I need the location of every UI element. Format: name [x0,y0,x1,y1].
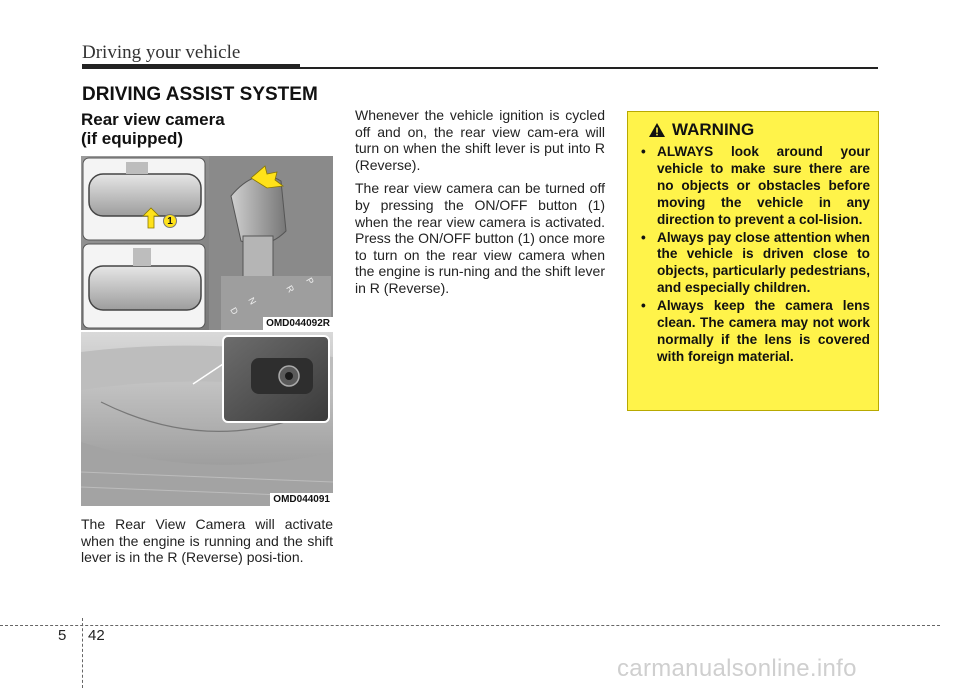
column-1-heading [81,110,333,148]
mirror-shift-illustration [81,156,333,330]
header-rule [300,67,878,69]
warning-triangle-icon [648,122,666,138]
warning-item [636,298,870,366]
figure-rear-camera [81,332,333,506]
warning-item-text: ALWAYS look around your vehicle to make sure there are no objects or obstacles before moving the vehicle in any direction to prevent a col-lision. [657,144,870,227]
warning-title: WARNING [672,120,755,139]
subheading-line-2: (if equipped) [81,129,183,148]
bullet: • [641,144,646,159]
header-bar [82,64,300,69]
column-1-body: The Rear View Camera will activate when the engine is running and the shift lever is in the R (Reverse) posi-tion. [81,516,333,566]
warning-item-text: Always pay close attention when the vehicle is driven close to objects, particularly pedestrians, and especially children. [657,229,870,296]
figure-1-code: OMD044092R [263,317,333,330]
warning-item [636,144,870,229]
footer-divider [82,618,83,688]
callout-number: 1 [163,214,177,228]
bullet: • [641,229,646,245]
page-number: 42 [88,627,105,644]
warning-header [648,120,870,140]
gear-label-p: P [304,275,316,287]
gear-label-r: R [284,283,297,295]
paragraph-ignition: Whenever the vehicle ignition is cycled off and on, the rear view cam-era will turn on when the shift lever is put into R (Reverse). [355,107,605,173]
warning-item-text: Always keep the camera lens clean. The camera may not work normally if the lens is covered with foreign material. [657,298,870,364]
bullet: • [641,298,646,314]
warning-box [627,111,879,411]
watermark: carmanualsonline.info [617,655,857,682]
figure-mirror-shift-lever [81,156,333,330]
column-2 [355,107,605,304]
section-title: DRIVING ASSIST SYSTEM [82,84,318,105]
gear-label-d: D [228,305,241,317]
chapter-number: 5 [58,627,67,644]
warning-list [636,144,870,366]
figure-2-code: OMD044091 [270,493,333,506]
footer-rule [0,625,940,626]
rear-camera-illustration [81,332,333,506]
paragraph-on-off: The rear view camera can be turned off by pressing the ON/OFF button (1) when the rear view camera is activated. Press the ON/OFF button (1) once more to turn on the rear view camera when the engine is run-ning and the shift lever in R (Reverse). [355,180,605,296]
running-head: Driving your vehicle [82,42,241,63]
subheading-line-1: Rear view camera [81,110,225,129]
warning-item [636,230,870,298]
gear-label-n: N [246,295,259,307]
